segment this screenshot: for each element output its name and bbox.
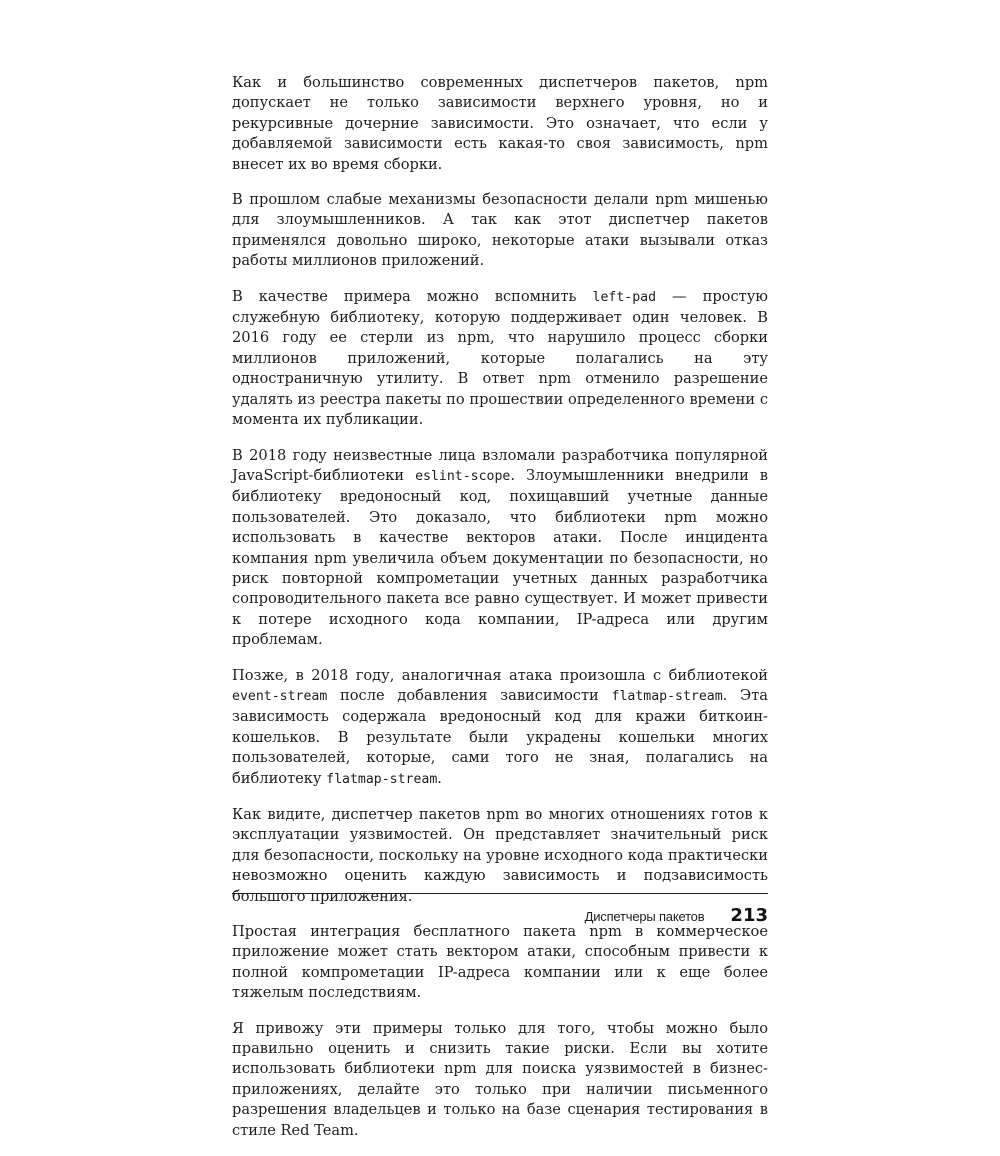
footer-divider (232, 893, 768, 894)
paragraph (232, 73, 768, 175)
inline-code: flatmap-stream (611, 688, 723, 704)
paragraph (232, 287, 768, 431)
paragraph (232, 805, 768, 907)
paragraph-text: Как и большинство современных диспетчеров пакетов, npm допускает не только зависимости верхнего уровня, но и рекурсивные дочерние зависимости. Это означает, что если у добавляемой зависимости есть какая-то своя зависимость, npm внесет их во время сборки. (232, 74, 768, 173)
paragraph (232, 666, 768, 790)
paragraph-text: — простую служебную библиотеку, которую поддерживает один человек. В 2016 году ее стерли из npm, что нарушило процесс сборки миллионов приложений, которые полагались на эту одностраничную утилиту. В ответ npm отменило разрешение удалять из реестра пакеты по прошествии определенного времени с момента их публикации. (232, 287, 768, 429)
paragraph-text: после добавления зависимости (327, 686, 612, 704)
inline-code: left-pad (592, 289, 657, 305)
paragraph-text: Простая интеграция бесплатного пакета npm в коммерческое приложение может стать вектором атаки, способным привести к полной компрометации IP-адреса компании или к еще более тяжелым последствиям. (232, 923, 768, 1002)
paragraph-text: . (437, 769, 442, 787)
page-number: 213 (730, 905, 768, 926)
paragraph-text: . Эта зависимость содержала вредоносный код для кражи биткоин-кошельков. В результате были украдены кошельки многих пользователей, которые, сами того не зная, полагались на библиотеку (232, 686, 768, 787)
paragraph-text: Я привожу эти примеры только для того, чтобы можно было правильно оценить и снизить такие риски. Если вы хотите использовать библиотеки npm для поиска уязвимостей в бизнес-приложениях, делайте это только при наличии письменного разрешения владельцев и только на базе сценария тестирования в стиле Red Team. (232, 1019, 768, 1139)
paragraph-text: В прошлом слабые механизмы безопасности делали npm мишенью для злоумышленников. А так как этот диспетчер пакетов применялся довольно широко, некоторые атаки вызывали отказ работы миллионов приложений. (232, 191, 768, 270)
paragraph-text: Как видите, диспетчер пакетов npm во многих отношениях готов к эксплуатации уязвимостей. Он представляет значительный риск для безопасности, поскольку на уровне исходного кода практически невозможно оценить каждую зависимость и подзависимость большого приложения. (232, 806, 768, 905)
running-section-title: Диспетчеры пакетов (584, 909, 705, 924)
page-footer (232, 893, 768, 926)
paragraph-text: В 2018 году неизвестные лица взломали разработчика популярной JavaScript-библиотеки (232, 446, 768, 484)
paragraph (232, 1019, 768, 1141)
paragraph (232, 922, 768, 1004)
paragraph-text: В качестве примера можно вспомнить (232, 287, 593, 305)
inline-code: event-stream (232, 688, 328, 704)
paragraph (232, 446, 768, 651)
paragraph-text: . Злоумышленники внедрили в библиотеку вредоносный код, похищавший учетные данные пользователей. Это доказало, что библиотеки npm можно использовать в качестве векторов атаки. После инцидента компания npm увеличила объем документации по безопасности, но риск повторной компрометации учетных данных разработчика сопроводительного пакета все равно существует. И может привести к потере исходного кода компании, IP-адреса или другим проблемам. (232, 466, 768, 649)
paragraph (232, 190, 768, 272)
inline-code: eslint-scope (415, 468, 511, 484)
inline-code: flatmap-stream (326, 771, 438, 787)
footer-row (232, 905, 768, 926)
paragraph-text: Позже, в 2018 году, аналогичная атака произошла с библиотекой (232, 666, 768, 684)
book-page-body (232, 73, 768, 1156)
